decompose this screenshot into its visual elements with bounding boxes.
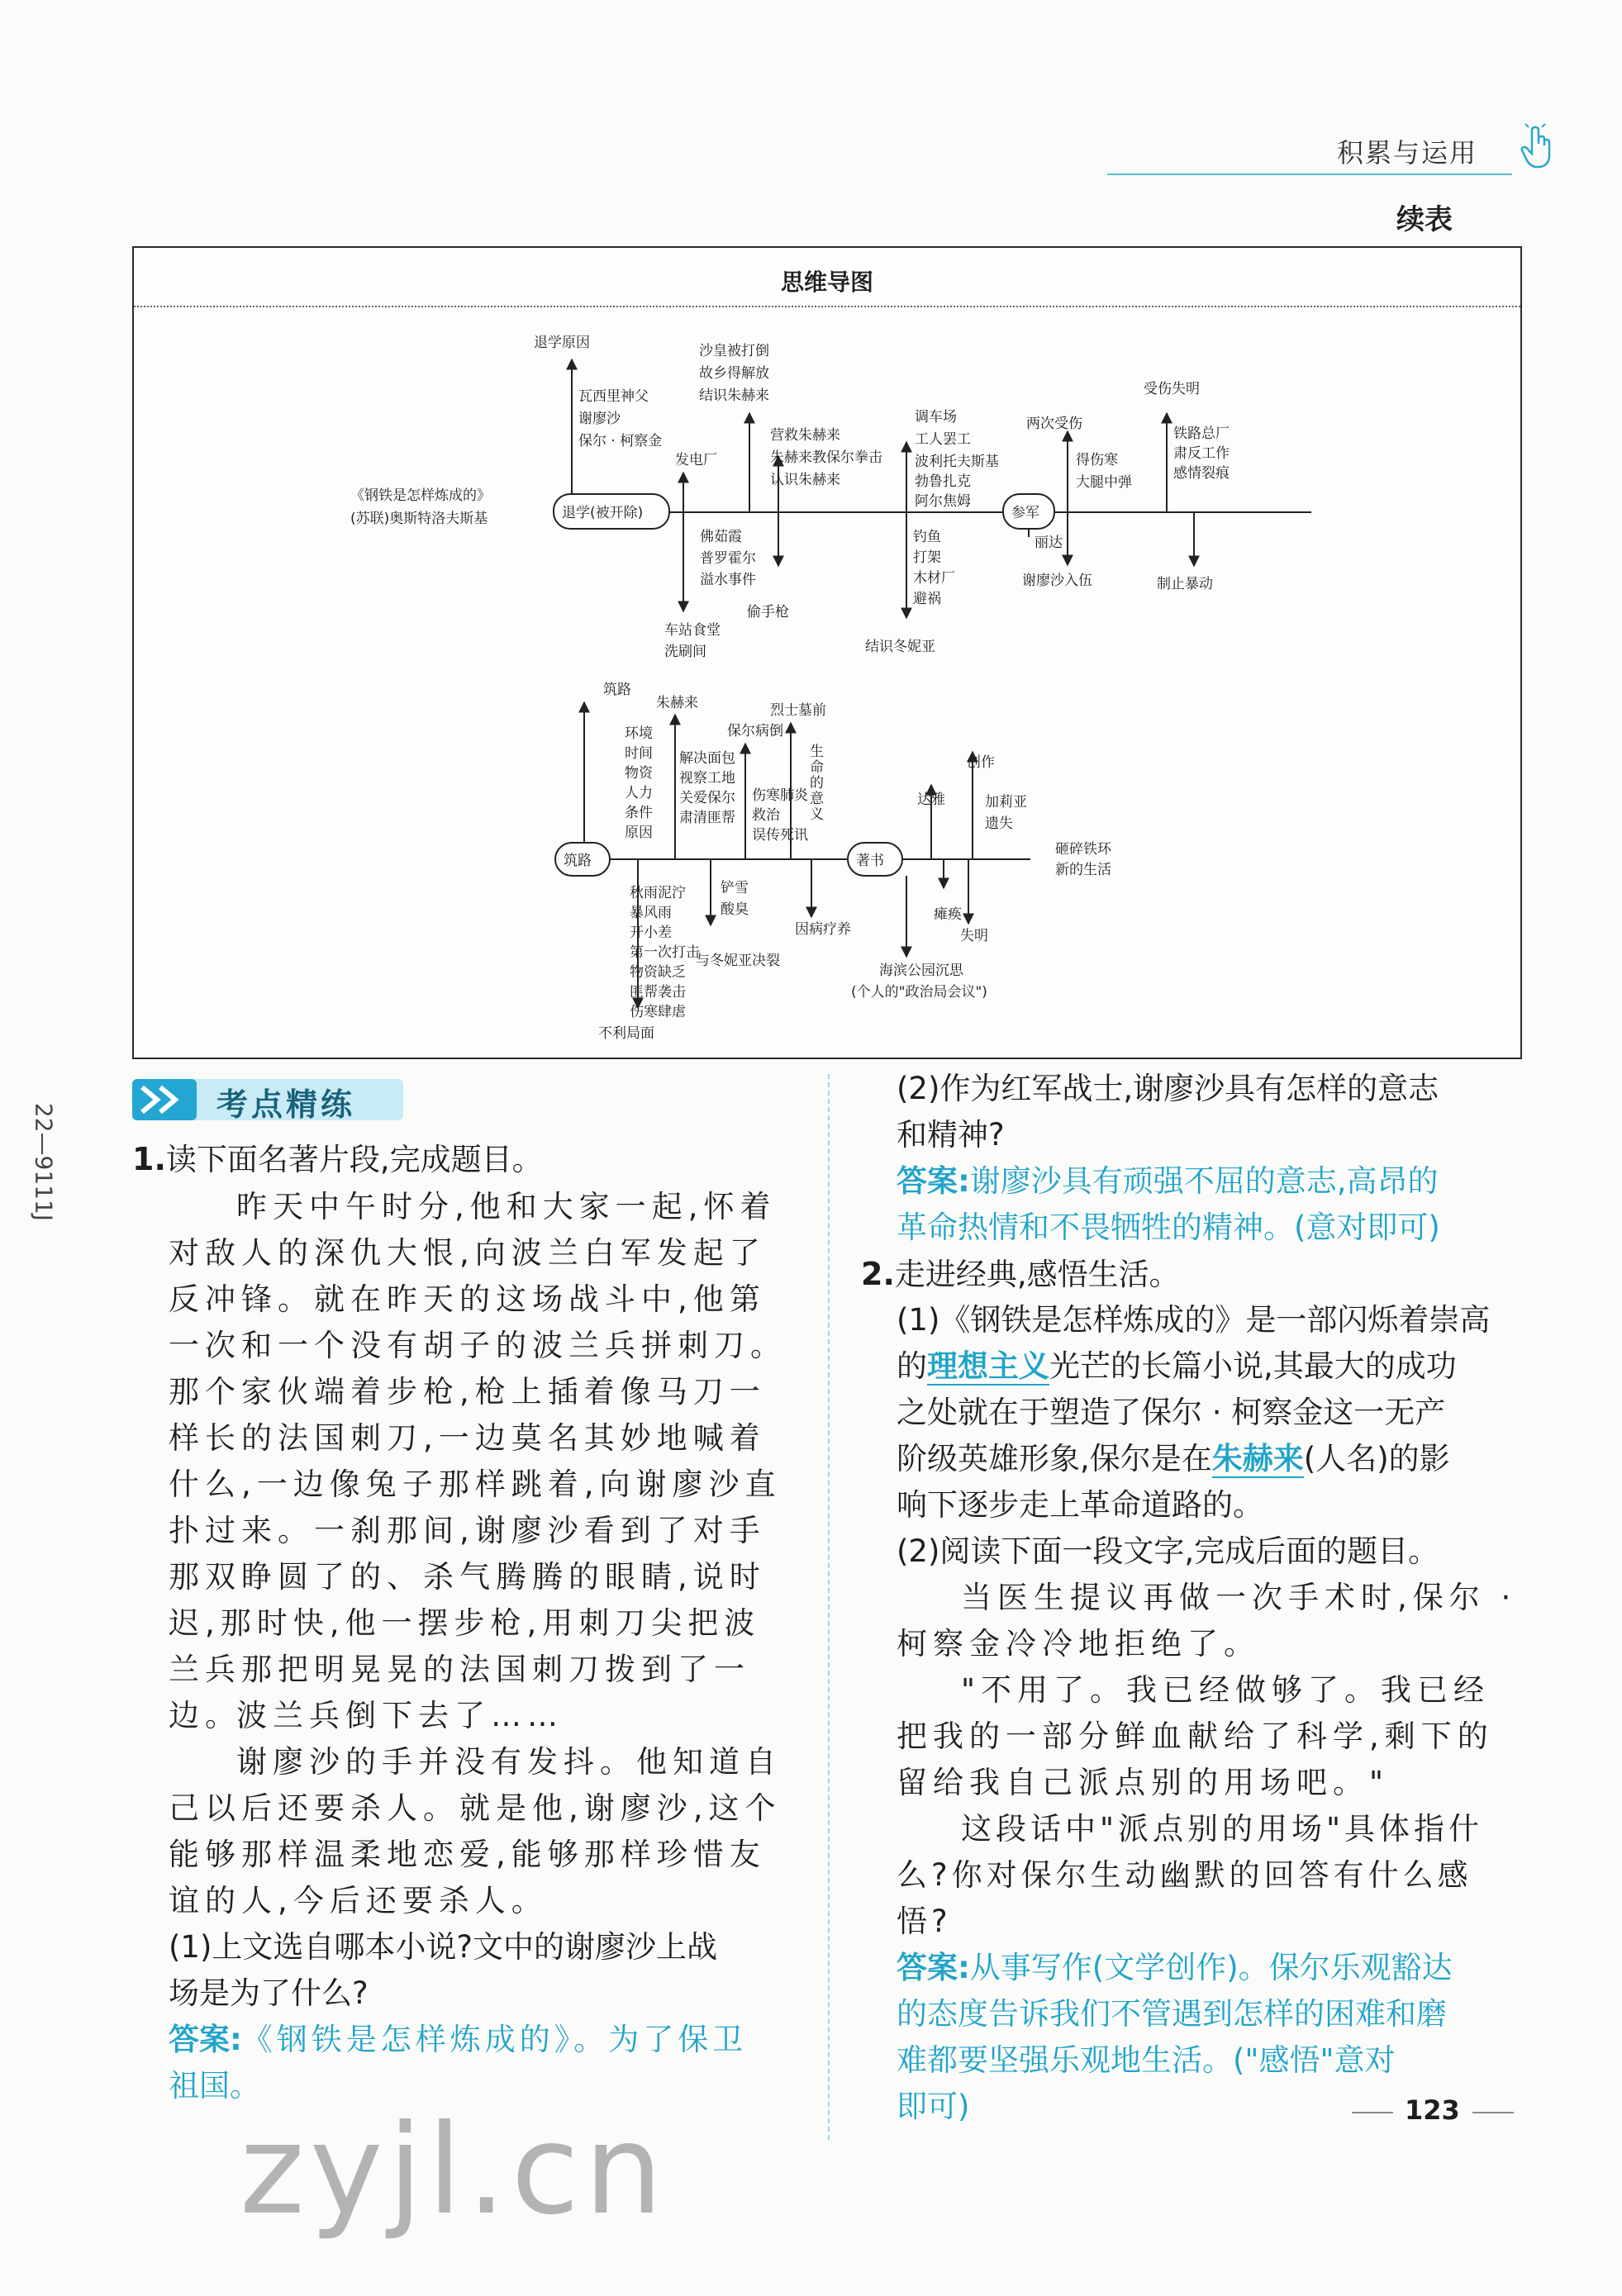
q1-text: 读下面名著片段,完成题目。 [165,1142,543,1177]
bad-item: 物资缺乏 [630,964,686,981]
quit-reason-item: 瓦西里神父 [578,388,649,405]
q2-1-line: 响下逐步走上革命道路的。 [897,1487,1263,1523]
q2-1-line: 的理想主义光芒的长篇小说,其最大的成功 [897,1348,1457,1384]
rescue-item: 朱赫来教保尔拳击 [770,449,882,466]
side-code: 22—9111J [30,1102,58,1222]
env-item: 环境 [625,725,653,742]
q2-title [861,1251,1180,1298]
steal-gun: 偷手枪 [747,604,789,620]
railway-item: 感情裂痕 [1173,465,1230,482]
q1-2-line: 和精神? [897,1117,1005,1153]
a2-2-line: 的态度告诉我们不管遇到怎样的困难和磨 [897,1996,1447,2032]
a2-2-text: 从事写作(文学创作)。保尔乐观豁达 [969,1950,1453,1985]
quit-reason: 退学原因 [534,335,590,351]
injury-item: 大腿中弹 [1076,474,1132,491]
bad-label: 不利局面 [598,1025,654,1042]
env-item: 原因 [625,825,653,841]
header-rule [1107,174,1512,175]
park-item: 海滨公园沉思 [879,963,963,979]
q2-text: 走进经典,感悟生活。 [894,1257,1180,1292]
answer-label: 答案: [897,1163,970,1199]
quit-reason-item: 谢廖沙 [578,411,621,427]
answer-label: 答案: [897,1950,970,1985]
q1-1-line: (1)上文选自哪本小说?文中的谢廖沙上战 [169,1929,718,1965]
zhu-item: 视察工地 [679,770,735,787]
column-divider [828,1074,830,2140]
create: 创作 [967,754,995,771]
zhu-item: 肃清匪帮 [679,810,735,826]
book-title: 《钢铁是怎样炼成的》 [350,487,491,504]
a1-2-text: 谢廖沙具有顽强不屈的意志,高昂的 [969,1163,1439,1199]
tsar-item: 故乡得解放 [699,365,769,382]
meet-tonya: 结识冬妮亚 [865,639,935,655]
pointing-hand-icon [1517,122,1558,172]
ill-item: 误传死讯 [752,827,808,844]
answer-label: 答案: [169,2022,242,2057]
a1-2-line [897,1158,1439,1205]
q2-2-question: 这段话中"派点别的用场"具体指什么?你对保尔生动幽默的回答有什么感悟? [897,1811,1484,1939]
tatsa: 达雅 [917,791,945,808]
quit-reason-item: 保尔 · 柯察金 [578,433,663,449]
zhu-label: 朱赫来 [656,695,698,711]
passage2-paragraph: 当医生提议再做一次手术时,保尔 · 柯察金冷冷地拒绝了。 [897,1580,1517,1661]
below-quit-item: 溢水事件 [700,572,756,588]
fishing-item: 钓鱼 [913,529,941,545]
page-number-rule [1472,2112,1514,2113]
fishing-item: 木材厂 [913,570,955,587]
lost: 遗失 [985,815,1013,832]
recover: 因病疗养 [795,921,851,938]
grave: 烈士墓前 [770,702,826,719]
node-build-label: 筑路 [564,853,592,869]
q1-number: 1. [132,1141,166,1177]
fill-blank-answer: 朱赫来 [1211,1441,1304,1476]
break-tonya: 与冬妮亚决裂 [696,953,780,969]
watermark: zyjl.cn [240,2099,668,2242]
victim-item: 波利托夫斯基 [915,454,999,470]
job-change-item: 工人罢工 [915,431,971,448]
rescue-item: 认识朱赫来 [770,472,840,488]
zhu-item: 关爱保尔 [679,790,735,806]
shattered-item: 新的生活 [1055,862,1111,878]
page-number: 123 [1405,2094,1460,2126]
a1-1-text: 《钢铁是怎样炼成的》。为了保卫 [241,2022,748,2057]
q2-1-line: 之处就在于塑造了保尔 · 柯察金这一无产 [897,1395,1446,1430]
a1-1-line: 祖国。 [169,2068,260,2103]
q2-1-line: 阶级英雄形象,保尔是在朱赫来(人名)的影 [897,1441,1450,1476]
victim-item: 阿尔焦姆 [915,493,971,510]
passage-paragraph: 谢廖沙的手并没有发抖。他知道自己以后还要杀人。就是他,谢廖沙,这个能够那样温柔地恋爱,能够那样珍惜友谊的人,今后还要杀人。 [169,1744,782,1918]
rescue-item: 营救朱赫来 [770,427,840,444]
below-quit-item: 普罗霍尔 [700,550,756,567]
section-title: 积累与运用 [1337,137,1478,169]
job-change-item: 调车场 [915,409,957,425]
serezha: 谢廖沙入伍 [1022,573,1092,589]
bad-item: 开小差 [630,925,672,941]
zhu-item: 解决面包 [679,750,735,767]
park-item: (个人的"政治局会议") [851,984,987,1001]
galina: 加莉亚 [985,794,1027,810]
power-plant: 发电厂 [675,452,717,468]
build-road: 筑路 [603,682,631,698]
below-quit-item: 佛茹霞 [700,529,742,545]
q1-title [132,1136,543,1183]
paralysis: 瘫痪 [934,906,962,923]
bad-item: 匪帮袭击 [630,984,686,1001]
stop-riot: 制止暴动 [1157,576,1213,592]
q2-1-line: (1)《钢铁是怎样炼成的》是一部闪烁着崇高 [897,1302,1491,1338]
ill-item: 救治 [752,807,780,824]
meaning: 生命的意义 [806,744,823,822]
blind-item: 受伤失明 [1144,381,1200,397]
fishing-item: 打架 [913,549,941,566]
fishing-item: 避祸 [913,591,941,607]
victim-item: 勃鲁扎克 [915,473,971,490]
a2-2-line: 即可) [897,2089,970,2124]
passage-paragraph: 波兰兵倒下去了…… [236,1698,564,1733]
shattered-item: 砸碎铁环 [1055,841,1111,858]
wounded-twice: 两次受伤 [1026,416,1082,432]
continued-label: 续表 [1396,203,1453,236]
node-army-label: 参军 [1011,505,1039,521]
paul-ill: 保尔病倒 [727,723,783,739]
bad-item: 秋雨泥泞 [630,885,686,901]
a1-2-line: 革命热情和不畏牺牲的精神。(意对即可) [897,1210,1440,1245]
lida: 丽达 [1035,535,1063,551]
tsar-item: 结识朱赫来 [699,387,769,404]
tsar-item: 沙皇被打倒 [699,343,769,359]
bad-item: 第一次打击 [630,944,700,961]
railway-item: 肃反工作 [1173,445,1230,462]
env-item: 人力 [625,785,653,801]
q1-1-line: 场是为了什么? [169,1975,369,2011]
bad-item: 伤寒肆虐 [630,1004,686,1020]
passage-paragraph: 昨天中午时分,他和大家一起,怀着对敌人的深仇大恨,向波兰白军发起了反冲锋。就在昨天的这场战斗中,他第一次和一个没有胡子的波兰兵拼刺刀。那个家伙端着步枪,枪上插着像马刀一样长的法国刺刀,一边莫名其妙地喊着什么,一边像兔子那样跳着,向谢廖沙直扑过来。一刹那间,谢廖沙看到了对手那双睁圆了的、杀气腾腾的眼睛,说时迟,那时快,他一摆步枪,用刺刀尖把波兰兵那把明晃晃的法国刺刀拨到了一边。 [169,1189,787,1733]
a1-1-line [169,2017,747,2063]
mind-map-title: 思维导图 [780,269,873,296]
passage2-paragraph: "不用了。我已经做够了。我已经把我的一部分鲜血献给了科学,剩下的留给我自己派点别的用场吧。" [897,1672,1494,1800]
station-item: 车站食堂 [664,622,721,639]
q2-number: 2. [861,1256,895,1292]
a2-2-line: 难都要坚强乐观地生活。("感悟"意对 [897,2042,1396,2078]
env-item: 条件 [625,805,653,821]
book-author: (苏联)奥斯特洛夫斯基 [350,511,488,527]
node-quit-label: 退学(被开除) [562,505,644,521]
blindness: 失明 [960,928,988,944]
railway-item: 铁路总厂 [1173,425,1230,442]
a2-2-line [897,1945,1453,1991]
q2-2-line: (2)阅读下面一段文字,完成后面的题目。 [897,1533,1439,1569]
env-item: 物资 [625,765,653,782]
ill-item: 伤寒肺炎 [752,787,808,804]
node-write-label: 著书 [856,853,884,869]
page-number-rule [1352,2112,1393,2113]
mind-map-box [132,246,1522,1059]
station-item: 洗刷间 [664,644,706,660]
fill-blank-answer: 理想主义 [927,1348,1049,1384]
snow-item: 铲雪 [721,880,749,896]
section-label: 考点精练 [216,1086,356,1123]
mind-map-diagram [134,248,1520,1058]
bad-item: 暴风雨 [630,905,672,921]
env-item: 时间 [625,745,653,762]
snow-item: 酸臭 [721,901,749,918]
q1-2-line: (2)作为红军战士,谢廖沙具有怎样的意志 [897,1071,1439,1106]
injury-item: 得伤寒 [1076,452,1118,468]
